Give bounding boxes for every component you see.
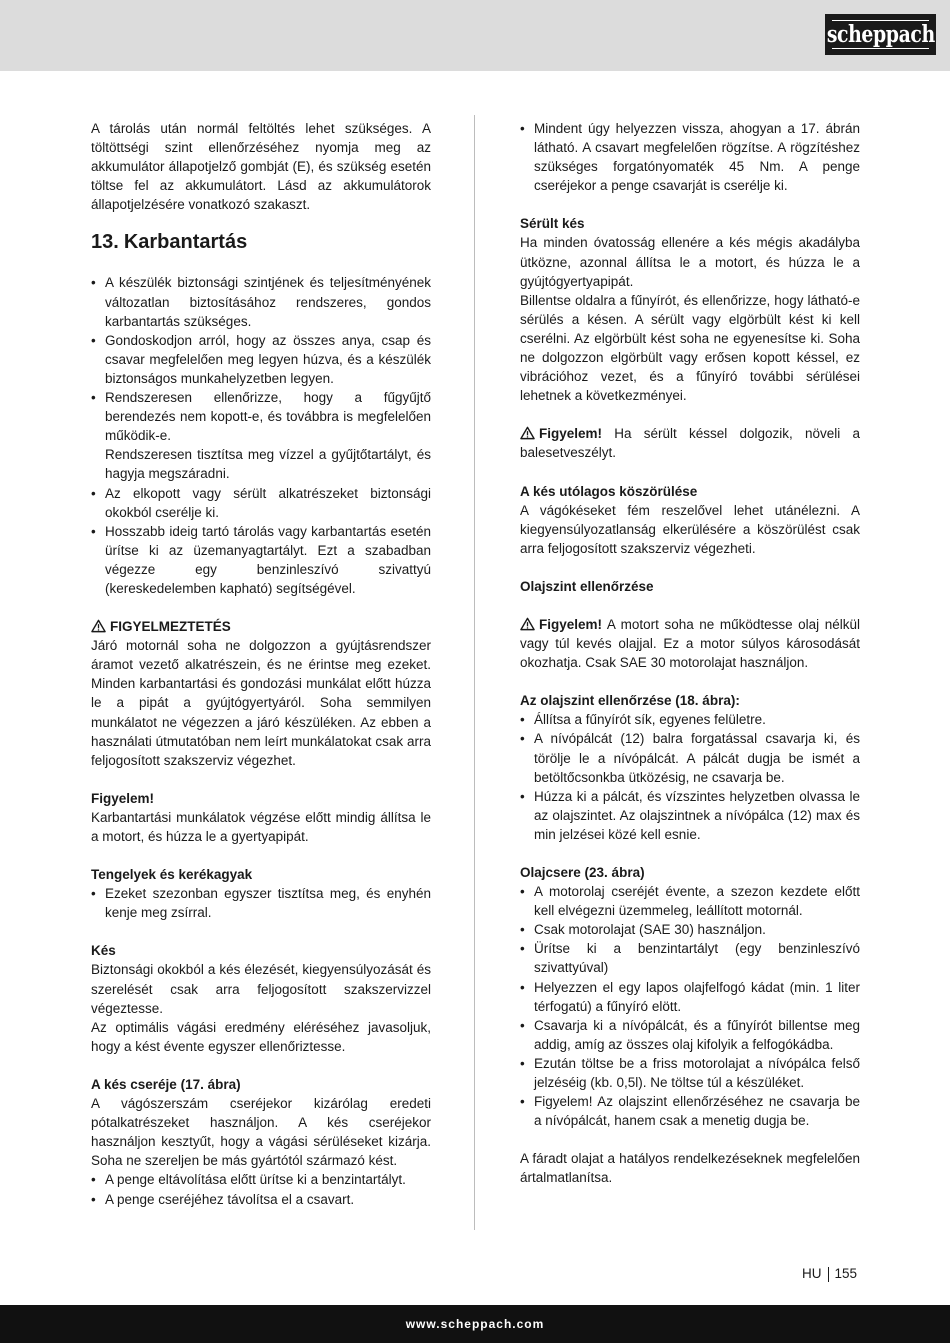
list-item: • Az elkopott vagy sérült alkatrészeket biztonsági okokból cserélje ki. [91, 484, 431, 522]
list-item: • Csak motorolajat (SAE 30) használjon. [520, 920, 860, 939]
axles-heading: Tengelyek és kerékagyak [91, 867, 253, 883]
regrind-heading: A kés utólagos köszörülése [520, 483, 698, 499]
oil-change-heading: Olajcsere (23. ábra) [520, 865, 645, 880]
warning-triangle-icon [520, 617, 535, 631]
axles-list [91, 884, 431, 922]
damaged-blade-text: Ha minden óvatosság ellenére a kés mégis akadályba ütközne, azonnal állítsa le a motort, és húzza le a gyújtógyertyapipát. [520, 235, 860, 289]
damaged-blade-heading: Sérült kés [520, 216, 585, 232]
warning-triangle-icon [91, 619, 106, 633]
list-item: • Gondoskodjon arról, hogy az összes anya, csap és csavar megfelelően meg legyen húzva, és a készülék biztonságos munkahelyzetben legyen. [91, 331, 431, 388]
footer-url[interactable]: www.scheppach.com [405, 1317, 545, 1331]
page-number-separator [828, 1267, 829, 1282]
list-item: • Rendszeresen ellenőrizze, hogy a fűgyűjtő berendezés nem kopott-e, és továbbra is megfelelően működik-e. Rendszeresen tisztítsa meg vízzel a gyűjtőtartályt, és hagyja megszáradni. [91, 388, 431, 483]
blade-change-heading: A kés cseréje (17. ábra) [91, 1076, 241, 1092]
oil-warning: Figyelem! A motort soha ne működtesse olaj nélkül vagy túl kevés olajjal. Ez a motor súlyos károsodását okozhatja. Csak SAE 30 motorolajat használjon. [520, 616, 860, 671]
left-column [91, 119, 431, 1209]
list-item: • A penge eltávolítása előtt ürítse ki a benzintartályt. [91, 1170, 431, 1189]
oil-check-heading: Az olajszint ellenőrzése (18. ábra): [520, 693, 740, 709]
section-title: Karbantartás [123, 231, 248, 254]
list-item: • Ürítse ki a benzintartályt (egy benzinleszívó szivattyúval) [520, 939, 860, 977]
list-item: • Húzza ki a pálcát, és vízszintes helyzetben olvassa le az olajszintet. Az olajszintnek a nívópálca (12) max és min jelzései közé kell esnie. [520, 787, 860, 844]
disposal-text: A fáradt olajat a hatályos rendelkezéseknek megfelelően ártalmatlanítsa. [520, 1151, 860, 1186]
list-item: • Állítsa a fűnyírót sík, egyenes felületre. [520, 710, 860, 729]
intro-paragraph: A tárolás után normál feltöltés lehet szükséges. A töltöttségi szint ellenőrzéséhez nyomja meg az akkumulátor állapotjelző gombját (E), és szükség esetén töltse fel az akkumulátort. Lásd az akkumulátorok állapotjelzésére vonatkozó szakaszt. [91, 121, 431, 213]
footer-band [0, 1305, 950, 1343]
warning-text: Járó motornál soha ne dolgozzon a gyújtásrendszer áramot vezető alkatrészein, és ne érintse meg ezeket. Minden karbantartási és gondozási munkálat előtt húzza le a pipát a gyújtógyertyáról. Soha semmilyen munkálatot ne végezzen a járó készüléken. Az ebben a használati útmutatóban nem leírt munkálatokat csak arra feljogosított szakszerviz végezhet. [91, 638, 431, 768]
oil-check-list [520, 710, 860, 844]
page-number-value: 155 [834, 1266, 858, 1281]
attention-heading: Figyelem! [91, 790, 155, 806]
damaged-warning: Figyelem! Ha sérült késsel dolgozik, növeli a balesetveszélyt. [520, 426, 860, 461]
blade-text: Biztonsági okokból a kés élezését, kiegyensúlyozását és szerelését csak arra feljogosított szakszervizzel végeztesse. [91, 962, 431, 1016]
list-item: • Ezután töltse be a friss motorolajat a nívópálca felső jelzéséig (kb. 0,5l). Ne töltse túl a készüléket. [520, 1054, 860, 1092]
list-item: • A nívópálcát (12) balra forgatással csavarja ki, és törölje le a nívópálcát. A pálcát dugja be ismét a betöltőcsonkba ütközésig, ne csavarja be. [520, 729, 860, 786]
attention-text: Karbantartási munkálatok végzése előtt mindig állítsa le a motort, és húzza le a gyertyapipát. [91, 809, 431, 844]
blade-text-2: Az optimális vágási eredmény eléréséhez javasoljuk, hogy a kést évente egyszer ellenőriztesse. [91, 1019, 431, 1054]
blade-change-list [91, 1170, 431, 1208]
damaged-blade-text-2: Billentse oldalra a fűnyírót, és ellenőrizze, hogy látható-e sérülés a késen. A sérült vagy elgörbült kést ki kell cserélni. Az elgörbült kést soha ne egyenesítse ki. Soha ne dolgozzon elgörbült vagy erősen kopott késsel, ez vibrációhoz vezet, és a fűnyíró további sérülései lehetnek a következményei. [520, 292, 860, 404]
language-code: HU [802, 1266, 822, 1281]
warning-heading: FIGYELMEZTETÉS [91, 617, 431, 636]
list-item: • A készülék biztonsági szintjének és teljesítményének változatlan biztosításához rendszeres, gondos karbantartás szükséges. [91, 273, 431, 330]
logo-text: scheppach [826, 21, 935, 48]
oil-change-list [520, 882, 860, 1130]
oil-level-heading: Olajszint ellenőrzése [520, 578, 654, 594]
list-item: • A motorolaj cseréjét évente, a szezon kezdete előtt kell elvégezni üzemmeleg, leállított motornál. [520, 882, 860, 920]
list-item: • Ezeket szezonban egyszer tisztítsa meg, és enyhén kenje meg zsírral. [91, 884, 431, 922]
list-item: • Hosszabb ideig tartó tárolás vagy karbantartás esetén ürítse ki az üzemanyagtartályt. Ezt a szabadban végezze egy benzinleszívó szivattyú (kereskedelemben kapható) segítségével. [91, 522, 431, 598]
regrind-text: A vágókéseket fém reszelővel lehet utánélezni. A kiegyensúlyozatlanság elkerülésére a köszörülést csak arra feljogosított szakszerviz végezheti. [520, 502, 860, 556]
list-item: • Figyelem! Az olajszint ellenőrzéséhez ne csavarja be a nívópálcát, hanem csak a menetig dugja be. [520, 1092, 860, 1130]
section-number: 13. [91, 231, 119, 254]
top-list [520, 119, 860, 195]
list-item: • Csavarja ki a nívópálcát, és a fűnyírót billentse meg addig, amíg az összes olaj kifolyik a felfogókádba. [520, 1016, 860, 1054]
column-divider [474, 115, 475, 1230]
list-item: • Mindent úgy helyezzen vissza, ahogyan a 17. ábrán látható. A csavart megfelelően rögzítse. A rögzítéshez szükséges forgatónyomaték 45 Nm. A penge cseréjekor a penge csavarját is cserélje ki. [520, 119, 860, 195]
right-column [520, 119, 860, 1188]
warning-triangle-icon [520, 426, 535, 440]
section-heading [91, 229, 431, 255]
maintenance-list [91, 273, 431, 598]
blade-change-text: A vágószerszám cseréjekor kizárólag eredeti pótalkatrészeket használjon. A kés cseréjekor használjon kesztyűt, hogy a vágási sérüléseket kizárja. Soha ne szereljen be más gyártótól származó kést. [91, 1096, 431, 1169]
scheppach-logo [825, 14, 936, 55]
list-item: • A penge cseréjéhez távolítsa el a csavart. [91, 1190, 431, 1209]
header-band [0, 0, 950, 71]
blade-heading: Kés [91, 943, 116, 959]
page-number [802, 1265, 857, 1283]
list-item: • Helyezzen el egy lapos olajfelfogó kádat (min. 1 liter térfogatú) a fűnyíró elött. [520, 978, 860, 1016]
